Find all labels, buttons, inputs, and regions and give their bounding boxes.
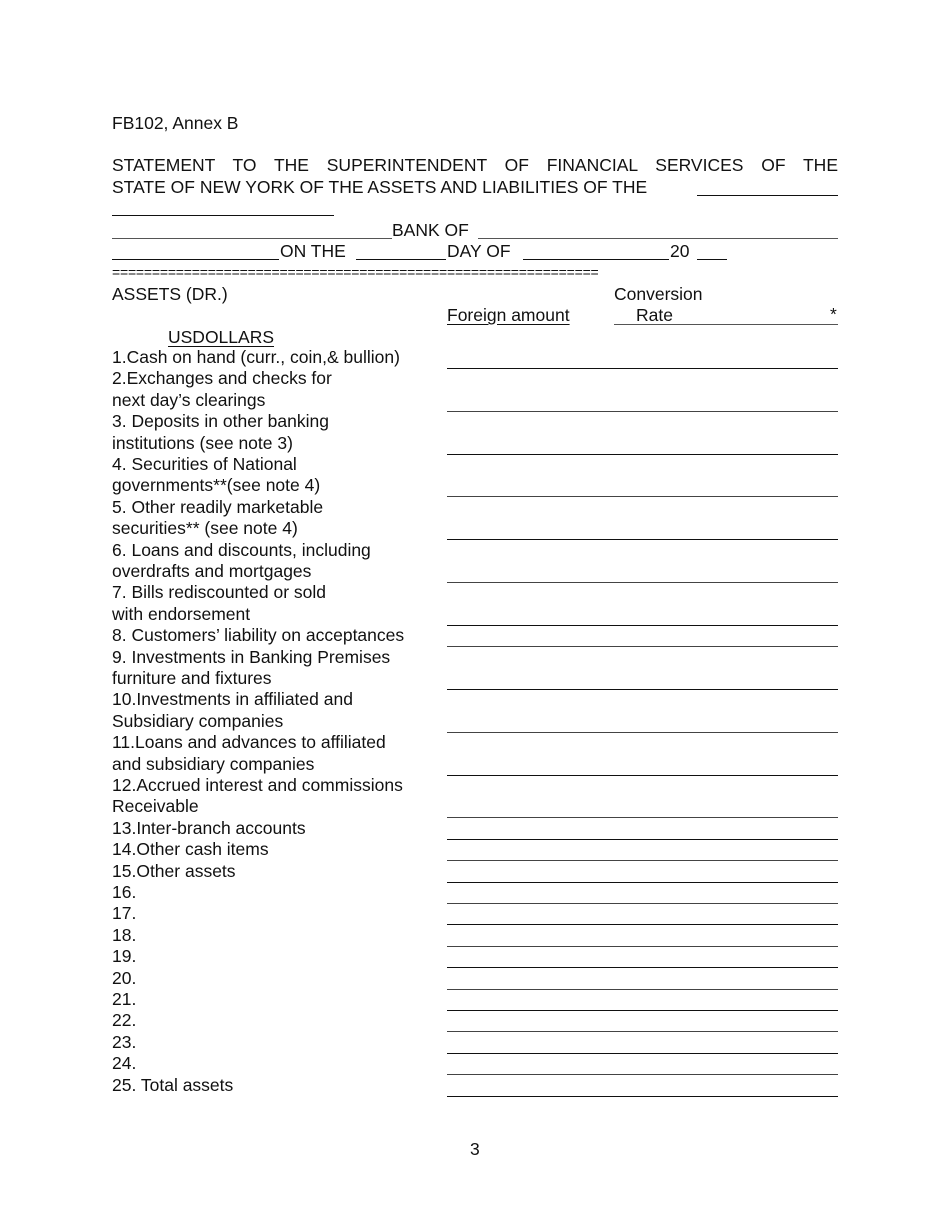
asset-item-label-cont: furniture and fixtures [112, 668, 272, 688]
asset-item-label: 2.Exchanges and checks for [112, 368, 332, 389]
asset-amount-line[interactable] [447, 732, 838, 733]
asset-item-label: 9. Investments in Banking Premises [112, 646, 391, 667]
asset-amount-line[interactable] [447, 411, 838, 412]
asset-item-label: 21. [112, 989, 137, 1009]
asset-item-label: 23. [112, 1031, 137, 1052]
asset-amount-line[interactable] [447, 1096, 838, 1097]
asset-item-label: 16. [112, 882, 137, 902]
asset-item-label: 6. Loans and discounts, including [112, 539, 371, 560]
asset-amount-line[interactable] [447, 496, 838, 497]
asset-item-label-cont: next day’s clearings [112, 389, 266, 410]
asset-item-label: 12.Accrued interest and commissions [112, 775, 403, 795]
rate-heading: Rate [636, 305, 673, 325]
asset-amount-line[interactable] [447, 860, 838, 861]
usd-heading: USDOLLARS [168, 327, 275, 347]
asset-item-label: 8. Customers’ liability on acceptances [112, 625, 405, 646]
conversion-heading: Conversion [614, 284, 703, 304]
asset-amount-line[interactable] [447, 967, 838, 968]
foreign-amount-heading: Foreign amount [447, 305, 570, 325]
asset-amount-line[interactable] [447, 775, 838, 776]
asset-amount-line[interactable] [447, 582, 838, 583]
asset-item-label: 7. Bills rediscounted or sold [112, 582, 326, 603]
asset-item-label: 1.Cash on hand (curr., coin,& bullion) [112, 347, 400, 367]
asset-item-label: 20. [112, 967, 137, 988]
asset-amount-line[interactable] [447, 946, 838, 947]
asset-item-label: 4. Securities of National [112, 454, 297, 474]
asset-item-label: 14.Other cash items [112, 839, 269, 860]
asset-item-label: 13.Inter-branch accounts [112, 817, 306, 838]
asset-amount-line[interactable] [447, 1010, 838, 1011]
asset-item-label: 24. [112, 1053, 137, 1074]
separator: ============================================================= [112, 264, 599, 280]
asset-amount-line[interactable] [447, 903, 838, 904]
heading-line-2: STATE OF NEW YORK OF THE ASSETS AND LIABILITIES OF THE [112, 177, 648, 197]
assets-heading: ASSETS (DR.) [112, 284, 228, 304]
asset-item-label-cont: governments**(see note 4) [112, 475, 321, 496]
asset-amount-line[interactable] [447, 368, 838, 369]
asset-amount-line[interactable] [447, 989, 838, 990]
asset-item-label-cont: and subsidiary companies [112, 753, 315, 774]
asset-item-label-cont: securities** (see note 4) [112, 518, 298, 539]
asset-item-label: 25. Total assets [112, 1074, 234, 1095]
asset-amount-line[interactable] [447, 689, 838, 690]
asset-amount-line[interactable] [447, 1053, 838, 1054]
heading-line-1: STATEMENT TO THE SUPERINTENDENT OF FINANCIAL SERVICES OF THE [112, 155, 838, 175]
asset-item-label-cont: with endorsement [112, 603, 251, 624]
asset-amount-line[interactable] [447, 1074, 838, 1075]
asset-item-label: 19. [112, 946, 137, 967]
bank-of-label: BANK OF [392, 220, 469, 240]
asterisk: * [830, 304, 837, 324]
asset-item-label: 15.Other assets [112, 860, 236, 881]
day-of-label: DAY OF [447, 241, 511, 261]
asset-amount-line[interactable] [447, 882, 838, 883]
form-id: FB102, Annex B [112, 113, 239, 133]
asset-item-label: 5. Other readily marketable [112, 496, 324, 517]
asset-item-label: 17. [112, 903, 137, 924]
asset-amount-line[interactable] [447, 817, 838, 818]
asset-amount-line[interactable] [447, 924, 838, 925]
asset-item-label-cont: overdrafts and mortgages [112, 561, 312, 581]
asset-item-label-cont: Subsidiary companies [112, 710, 284, 731]
on-the-label: ON THE [280, 241, 346, 261]
asset-item-label: 11.Loans and advances to affiliated [112, 732, 386, 753]
asset-amount-line[interactable] [447, 539, 838, 540]
asset-amount-line[interactable] [447, 454, 838, 455]
asset-item-label: 18. [112, 924, 137, 945]
asset-item-label: 3. Deposits in other banking [112, 411, 329, 432]
asset-item-label: 22. [112, 1010, 137, 1031]
asset-amount-line[interactable] [447, 646, 838, 647]
asset-item-label: 10.Investments in affiliated and [112, 689, 353, 710]
asset-item-label-cont: Receivable [112, 796, 199, 817]
page-number: 3 [470, 1139, 480, 1159]
asset-item-label-cont: institutions (see note 3) [112, 432, 293, 453]
asset-amount-line[interactable] [447, 1031, 838, 1032]
asset-amount-line[interactable] [447, 839, 838, 840]
year-prefix: 20 [670, 241, 690, 261]
asset-amount-line[interactable] [447, 625, 838, 626]
